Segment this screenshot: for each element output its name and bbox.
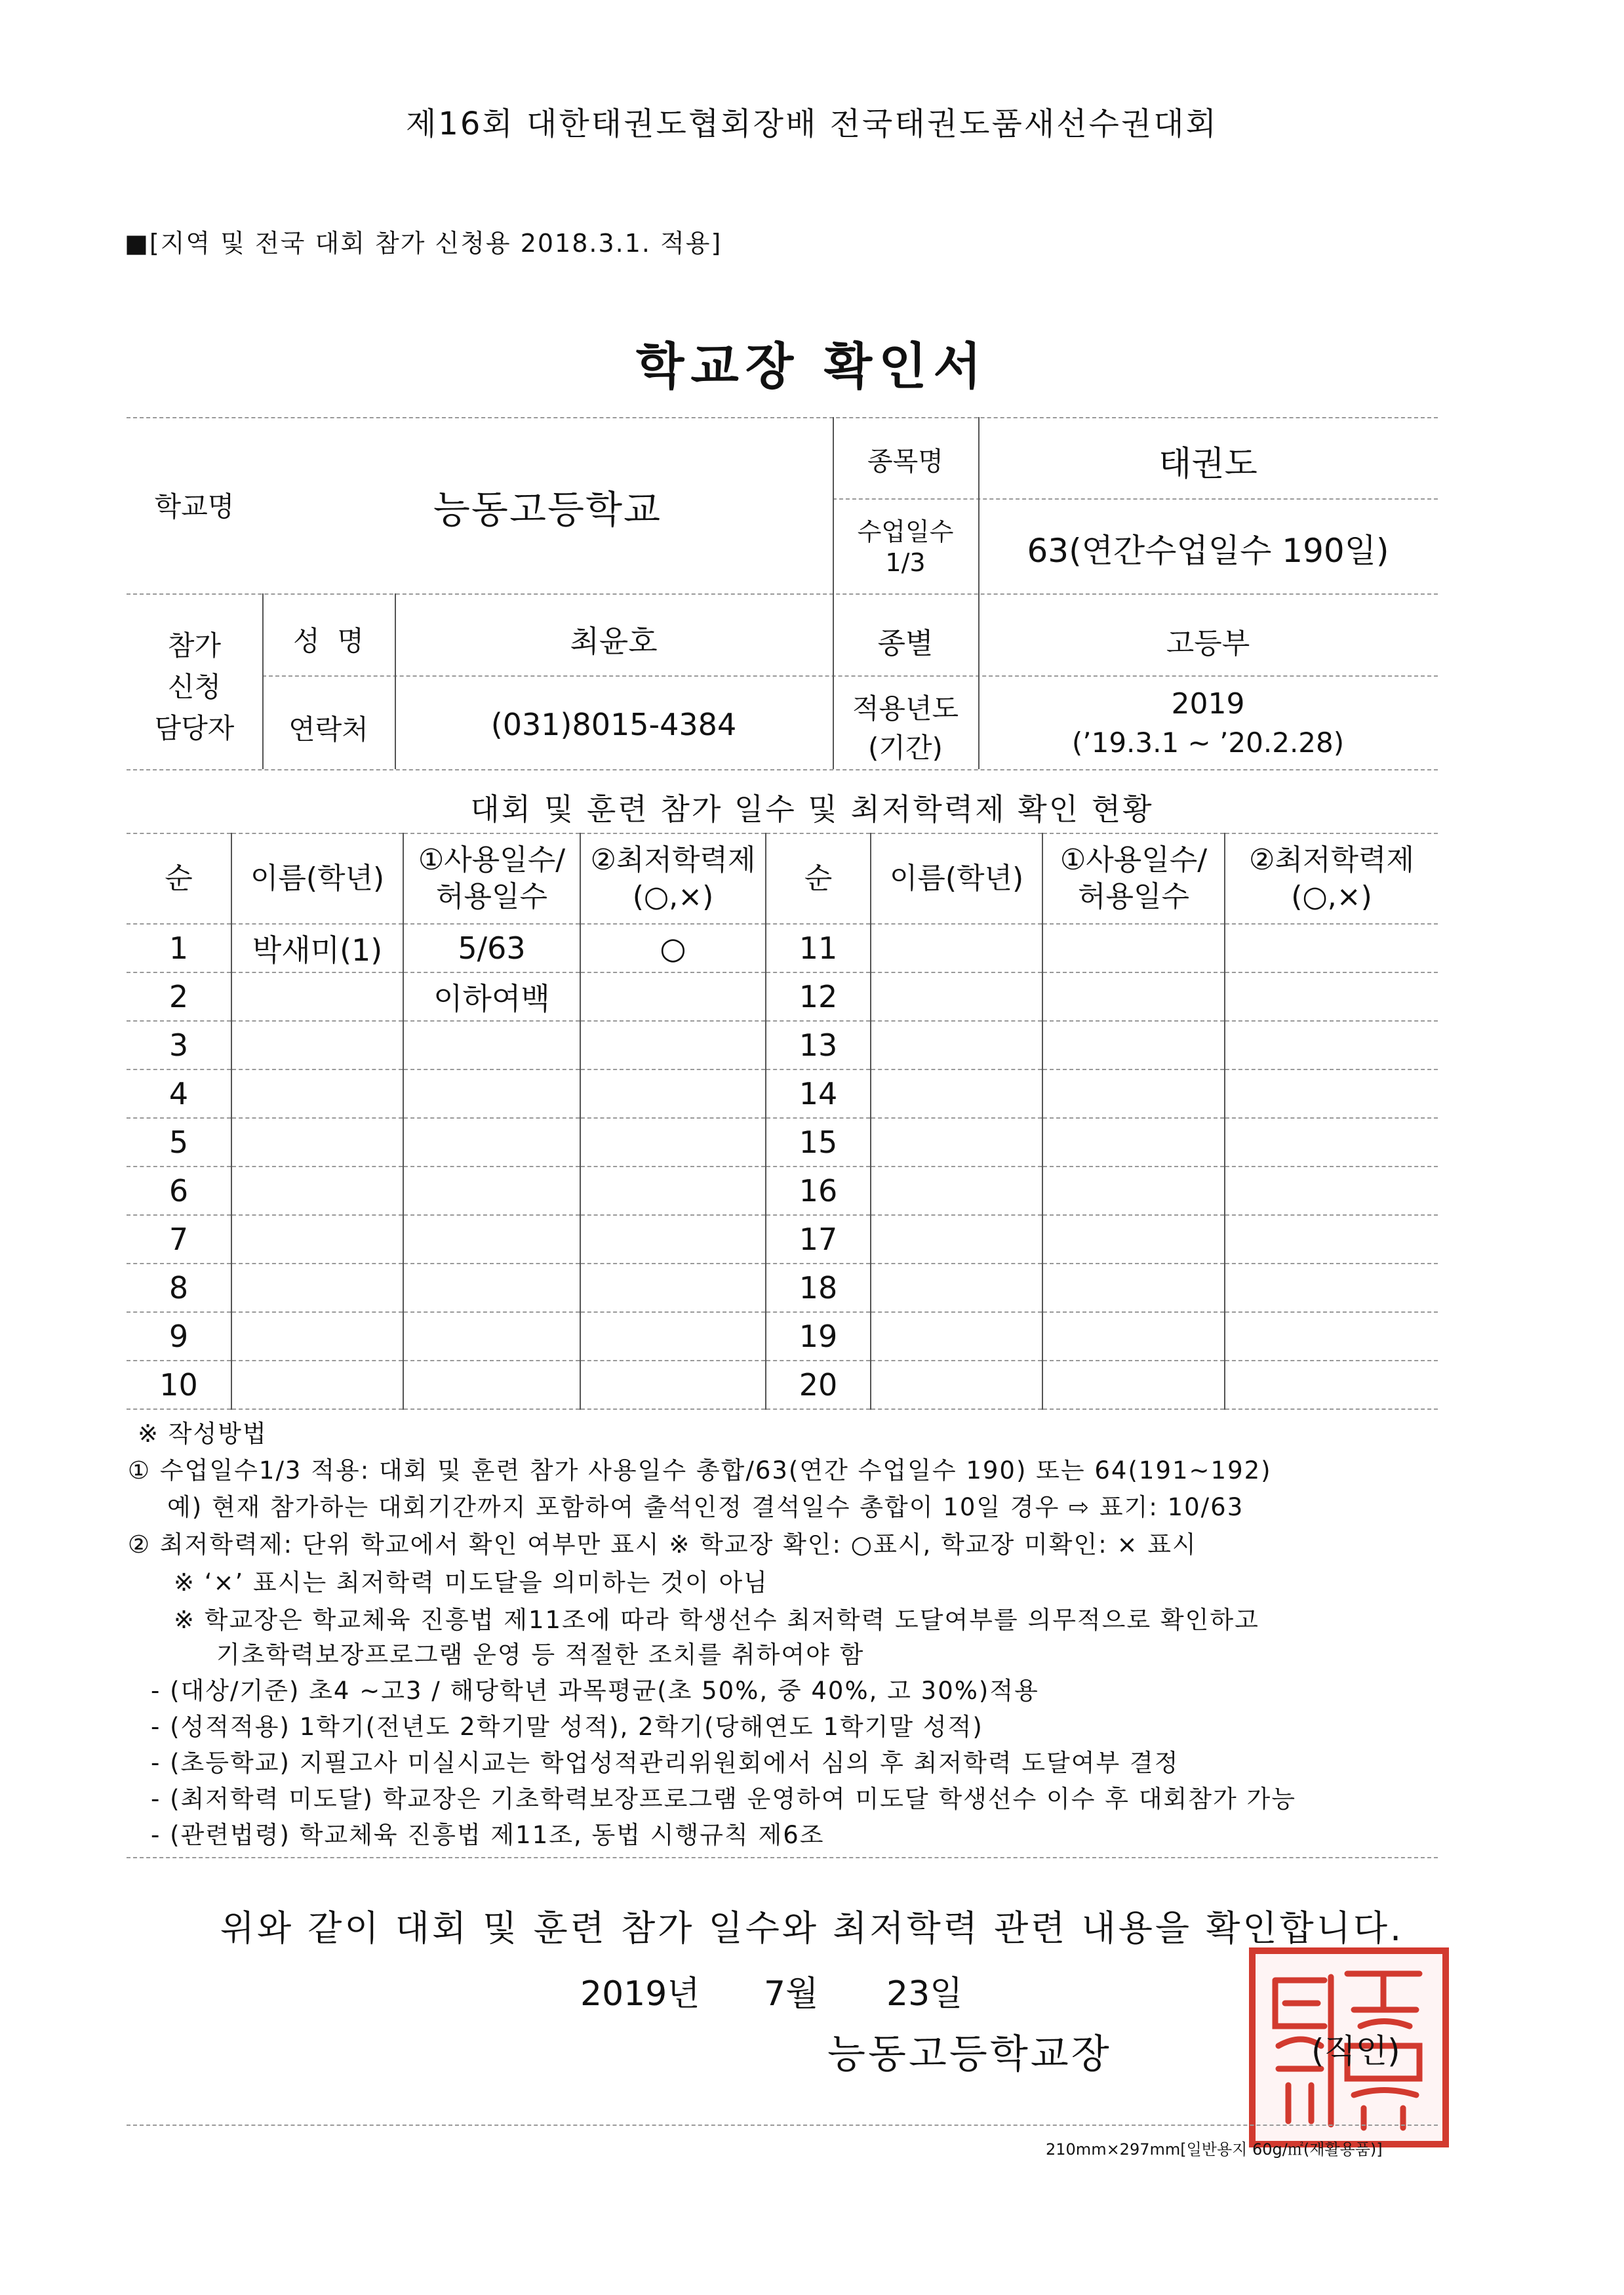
table-row	[127, 1264, 1438, 1312]
cell-days	[1042, 1264, 1225, 1312]
cell-days	[403, 1021, 580, 1069]
date-day: 23일	[886, 1974, 963, 2014]
cell-name	[231, 1167, 403, 1215]
cell-no: 8	[127, 1264, 231, 1312]
cell-days	[403, 1167, 580, 1215]
cell-min	[1225, 1021, 1438, 1069]
page-title: 학교장 확인서	[636, 337, 988, 395]
note-1a: ① 수업일수1/3 적용: 대회 및 훈련 참가 사용일수 총합/63(연간 수업일수 190) 또는 64(191~192)	[128, 1456, 1272, 1485]
confirm-statement: 위와 같이 대회 및 훈련 참가 일수와 최저학력 관련 내용을 확인합니다.	[220, 1907, 1404, 1949]
cell-days	[1042, 1069, 1225, 1118]
year-label-2: (기간)	[868, 732, 943, 764]
cell-name	[231, 972, 403, 1021]
cell-min	[1225, 1069, 1438, 1118]
cell-no: 18	[766, 1264, 871, 1312]
seal-label: (직인)	[1311, 2032, 1400, 2070]
cell-no: 11	[766, 924, 871, 972]
bullet-3: - (초등학교) 지필고사 미실시교는 학업성적관리위원회에서 심의 후 최저학력 도달여부 결정	[151, 1749, 1179, 1777]
cell-name	[871, 1264, 1042, 1312]
date-year: 2019년	[580, 1974, 700, 2014]
contact-value: (031)8015-4384	[490, 707, 737, 742]
cell-no: 14	[766, 1069, 871, 1118]
paper-spec: 210mm×297mm[일반용지 60g/㎡(재활용품)]	[1046, 2140, 1383, 2159]
cell-name	[231, 1021, 403, 1069]
applicant-label-3: 담당자	[154, 712, 235, 744]
cell-name: 박새미(1)	[231, 924, 403, 972]
applicant-label-2: 신청	[167, 671, 222, 703]
cell-min	[1225, 1167, 1438, 1215]
cell-days	[1042, 1215, 1225, 1264]
cell-min	[580, 1069, 766, 1118]
col-name-left: 이름(학년)	[231, 833, 403, 924]
cell-min	[1225, 1312, 1438, 1361]
cell-no: 6	[127, 1167, 231, 1215]
table-row	[127, 1069, 1438, 1118]
cell-no: 13	[766, 1021, 871, 1069]
col-name-right: 이름(학년)	[871, 833, 1042, 924]
bullet-1: - (대상/기준) 초4 ~고3 / 해당학년 과목평균(초 50%, 중 40%, 고 30%)적용	[151, 1677, 1039, 1705]
table-row	[127, 1361, 1438, 1409]
cell-no: 1	[127, 924, 231, 972]
bullet-4: - (최저학력 미도달) 학교장은 기초학력보장프로그램 운영하여 미도달 학생선수 이수 후 대회참가 가능	[151, 1785, 1297, 1813]
cell-name	[871, 1215, 1042, 1264]
school-value: 능동고등학교	[433, 487, 662, 532]
cell-no: 3	[127, 1021, 231, 1069]
year-label-1: 적용년도	[852, 692, 959, 725]
cell-min	[580, 1021, 766, 1069]
notes-heading: ※ 작성방법	[138, 1420, 267, 1448]
table-row	[127, 972, 1438, 1021]
cell-name	[871, 1069, 1042, 1118]
cell-name	[231, 1069, 403, 1118]
cell-min	[580, 972, 766, 1021]
col-days-right: ①사용일수/ 허용일수	[1042, 833, 1225, 924]
note-4a: ※ 학교장은 학교체육 진흥법 제11조에 따라 학생선수 최저학력 도달여부를 의무적으로 확인하고	[174, 1606, 1259, 1634]
name-value: 최윤호	[570, 624, 658, 659]
col-min-left: ②최저학력제 (○,×)	[580, 833, 766, 924]
cell-min	[1225, 1215, 1438, 1264]
cell-no: 2	[127, 972, 231, 1021]
cell-no: 4	[127, 1069, 231, 1118]
cell-name	[871, 1361, 1042, 1409]
cell-min	[580, 1312, 766, 1361]
days-label-2: 1/3	[885, 548, 926, 577]
cell-no: 12	[766, 972, 871, 1021]
cell-name	[871, 1118, 1042, 1167]
status-heading: 대회 및 훈련 참가 일수 및 최저학력제 확인 현황	[470, 791, 1154, 827]
bullet-5: - (관련법령) 학교체육 진흥법 제11조, 동법 시행규칙 제6조	[151, 1821, 825, 1849]
cell-days: 5/63	[403, 924, 580, 972]
cell-days	[403, 1312, 580, 1361]
cell-no: 10	[127, 1361, 231, 1409]
cell-days	[403, 1069, 580, 1118]
year-value-1: 2019	[1171, 687, 1245, 721]
cell-min: ○	[580, 924, 766, 972]
cell-no: 9	[127, 1312, 231, 1361]
cell-days	[403, 1118, 580, 1167]
cell-min	[580, 1167, 766, 1215]
status-table	[127, 833, 1438, 1410]
cell-name	[231, 1312, 403, 1361]
division-label: 종별	[877, 627, 934, 660]
cell-no: 16	[766, 1167, 871, 1215]
applicant-label-1: 참가	[167, 629, 222, 662]
cell-days	[1042, 1021, 1225, 1069]
note-1b: 예) 현재 참가하는 대회기간까지 포함하여 출석인정 결석일수 총합이 10일 경우 ⇨ 표기: 10/63	[167, 1493, 1244, 1521]
cell-days	[403, 1264, 580, 1312]
cell-no: 7	[127, 1215, 231, 1264]
cell-name	[871, 1021, 1042, 1069]
cell-days	[1042, 1167, 1225, 1215]
cell-days	[1042, 1361, 1225, 1409]
cell-no: 5	[127, 1118, 231, 1167]
note-3: ※ ‘×’ 표시는 최저학력 미도달을 의미하는 것이 아님	[174, 1568, 768, 1597]
col-days-left: ①사용일수/ 허용일수	[403, 833, 580, 924]
event-value: 태권도	[1159, 445, 1258, 484]
form-note: ■[지역 및 전국 대회 참가 신청용 2018.3.1. 적용]	[125, 229, 723, 258]
cell-days: 이하여백	[403, 972, 580, 1021]
note-4b: 기초학력보장프로그램 운영 등 적절한 조치를 취하여야 함	[216, 1641, 865, 1669]
event-label: 종목명	[867, 447, 943, 477]
cell-min	[1225, 972, 1438, 1021]
col-no-right: 순	[766, 833, 871, 924]
cell-days	[1042, 1312, 1225, 1361]
note-2: ② 최저학력제: 단위 학교에서 확인 여부만 표시 ※ 학교장 확인: ○표시, 학교장 미확인: × 표시	[128, 1530, 1197, 1559]
cell-no: 19	[766, 1312, 871, 1361]
cell-name	[231, 1264, 403, 1312]
cell-days	[403, 1361, 580, 1409]
col-min-right: ②최저학력제 (○,×)	[1225, 833, 1438, 924]
days-label-1: 수업일수	[857, 517, 954, 546]
cell-days	[403, 1215, 580, 1264]
cell-no: 15	[766, 1118, 871, 1167]
date-month: 7월	[764, 1974, 819, 2014]
table-row	[127, 1167, 1438, 1215]
cell-min	[1225, 1264, 1438, 1312]
cell-no: 20	[766, 1361, 871, 1409]
cell-name	[871, 1167, 1042, 1215]
cell-name	[871, 972, 1042, 1021]
table-row	[127, 1021, 1438, 1069]
bullet-2: - (성적적용) 1학기(전년도 2학기말 성적), 2학기(당해연도 1학기말 성적)	[151, 1713, 983, 1741]
cell-min	[1225, 1361, 1438, 1409]
cell-days	[1042, 1118, 1225, 1167]
cell-days	[1042, 972, 1225, 1021]
cell-name	[871, 924, 1042, 972]
cell-name	[231, 1118, 403, 1167]
school-label: 학교명	[154, 490, 235, 523]
cell-min	[1225, 924, 1438, 972]
cell-min	[580, 1264, 766, 1312]
table-row	[127, 924, 1438, 972]
cell-no: 17	[766, 1215, 871, 1264]
cell-days	[1042, 924, 1225, 972]
col-no-left: 순	[127, 833, 231, 924]
cell-min	[580, 1215, 766, 1264]
table-row	[127, 1118, 1438, 1167]
name-label: 성 명	[293, 625, 364, 657]
table-row	[127, 1215, 1438, 1264]
year-value-2: (’19.3.1 ~ ’20.2.28)	[1071, 727, 1345, 759]
division-value: 고등부	[1166, 627, 1250, 660]
cell-min	[580, 1361, 766, 1409]
principal-name: 능동고등학교장	[827, 2031, 1112, 2077]
cell-name	[231, 1361, 403, 1409]
cell-name	[231, 1215, 403, 1264]
competition-title: 제16회 대한태권도협회장배 전국태권도품새선수권대회	[405, 106, 1219, 142]
days-value: 63(연간수업일수 190일)	[1027, 532, 1389, 570]
cell-name	[871, 1312, 1042, 1361]
cell-min	[1225, 1118, 1438, 1167]
cell-min	[580, 1118, 766, 1167]
table-row	[127, 1312, 1438, 1361]
contact-label: 연락처	[288, 713, 368, 746]
